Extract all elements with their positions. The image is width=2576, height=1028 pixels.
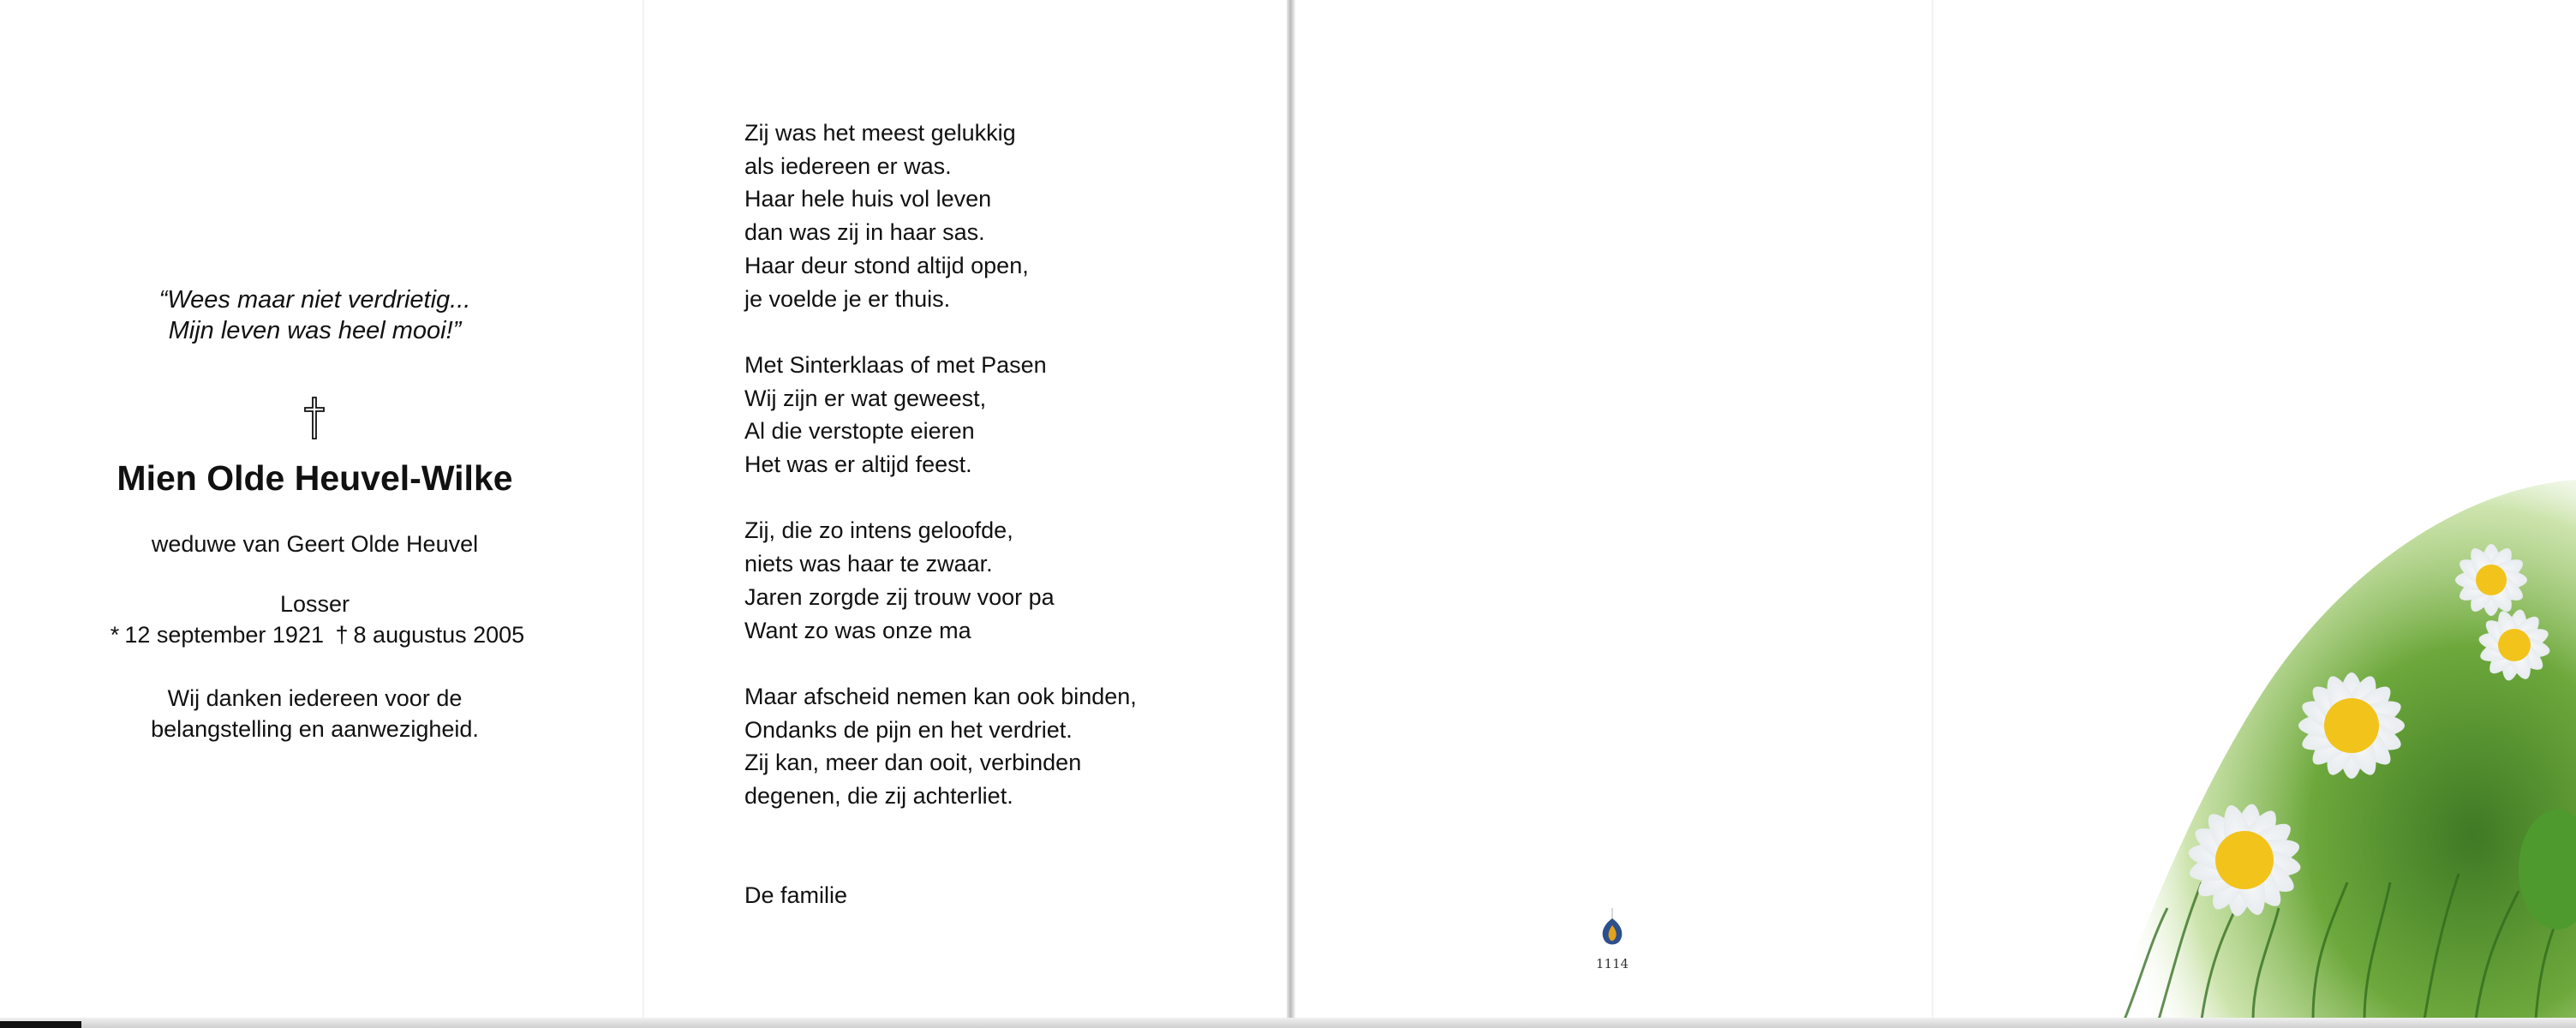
fold-crease <box>1932 0 1933 1019</box>
poem-line: Zij, die zo intens geloofde, <box>744 517 1013 544</box>
thanks-text <box>51 683 578 744</box>
poem-line: Ondanks de pijn en het verdriet. <box>744 716 1073 743</box>
poem-line: Zij was het meest gelukkig <box>744 120 1016 146</box>
poem-line: Maar afscheid nemen kan ook binden, <box>744 683 1137 709</box>
scan-edge <box>0 1018 2576 1028</box>
deceased-name: Mien Olde Heuvel-Wilke <box>117 458 513 498</box>
poem-stanza <box>744 117 1224 315</box>
thanks-line: Wij danken iedereen voor de <box>167 685 463 711</box>
poem-line: als iedereen er was. <box>744 152 952 179</box>
poem-line: je voelde je er thuis. <box>744 285 951 312</box>
inner-spread <box>0 0 1287 1021</box>
thanks-line: belangstelling en aanwezigheid. <box>151 716 479 742</box>
widow-of-text: weduwe van Geert Olde Heuvel <box>151 531 479 557</box>
birth-symbol: * <box>110 622 120 648</box>
poem-line: Wij zijn er wat geweest, <box>744 385 987 411</box>
cross-icon <box>302 396 327 440</box>
poem-stanza <box>744 680 1224 813</box>
poem-stanza <box>744 514 1224 647</box>
poem-line: Zij kan, meer dan ooit, verbinden <box>744 750 1082 776</box>
death-date: 8 augustus 2005 <box>353 622 525 648</box>
motto-line: Mijn leven was heel mooi!” <box>168 317 462 344</box>
motto-line: “Wees maar niet verdrietig... <box>158 286 471 314</box>
signature: De familie <box>744 882 848 908</box>
scan-corner <box>0 1021 81 1028</box>
poem <box>744 117 1224 846</box>
poem-line: Want zo was onze ma <box>744 617 971 643</box>
poem-line: Haar deur stond altijd open, <box>744 252 1029 278</box>
card-code: 1114 <box>1595 956 1629 971</box>
birth-date: 12 september 1921 <box>124 622 324 648</box>
place-text: Losser <box>279 591 350 617</box>
poem-line: Jaren zorgde zij trouw voor pa <box>744 583 1055 610</box>
sheet-gap <box>1287 0 1295 1028</box>
daisy-photo <box>2056 480 2576 1019</box>
death-symbol: † <box>335 622 349 648</box>
poem-line: Haar hele huis vol leven <box>744 186 992 212</box>
poem-line: Het was er altijd feest. <box>744 451 972 478</box>
candle-flame-icon <box>1596 906 1629 947</box>
life-dates <box>51 620 578 649</box>
poem-line: degenen, die zij achterliet. <box>744 783 1013 810</box>
poem-line: Al die verstopte eieren <box>744 418 975 445</box>
poem-stanza <box>744 349 1224 481</box>
motto-quote <box>51 284 578 346</box>
fold-crease <box>643 0 644 1019</box>
poem-line: Met Sinterklaas of met Pasen <box>744 351 1047 378</box>
poem-line: dan was zij in haar sas. <box>744 219 985 246</box>
poem-line: niets was haar te zwaar. <box>744 551 993 577</box>
